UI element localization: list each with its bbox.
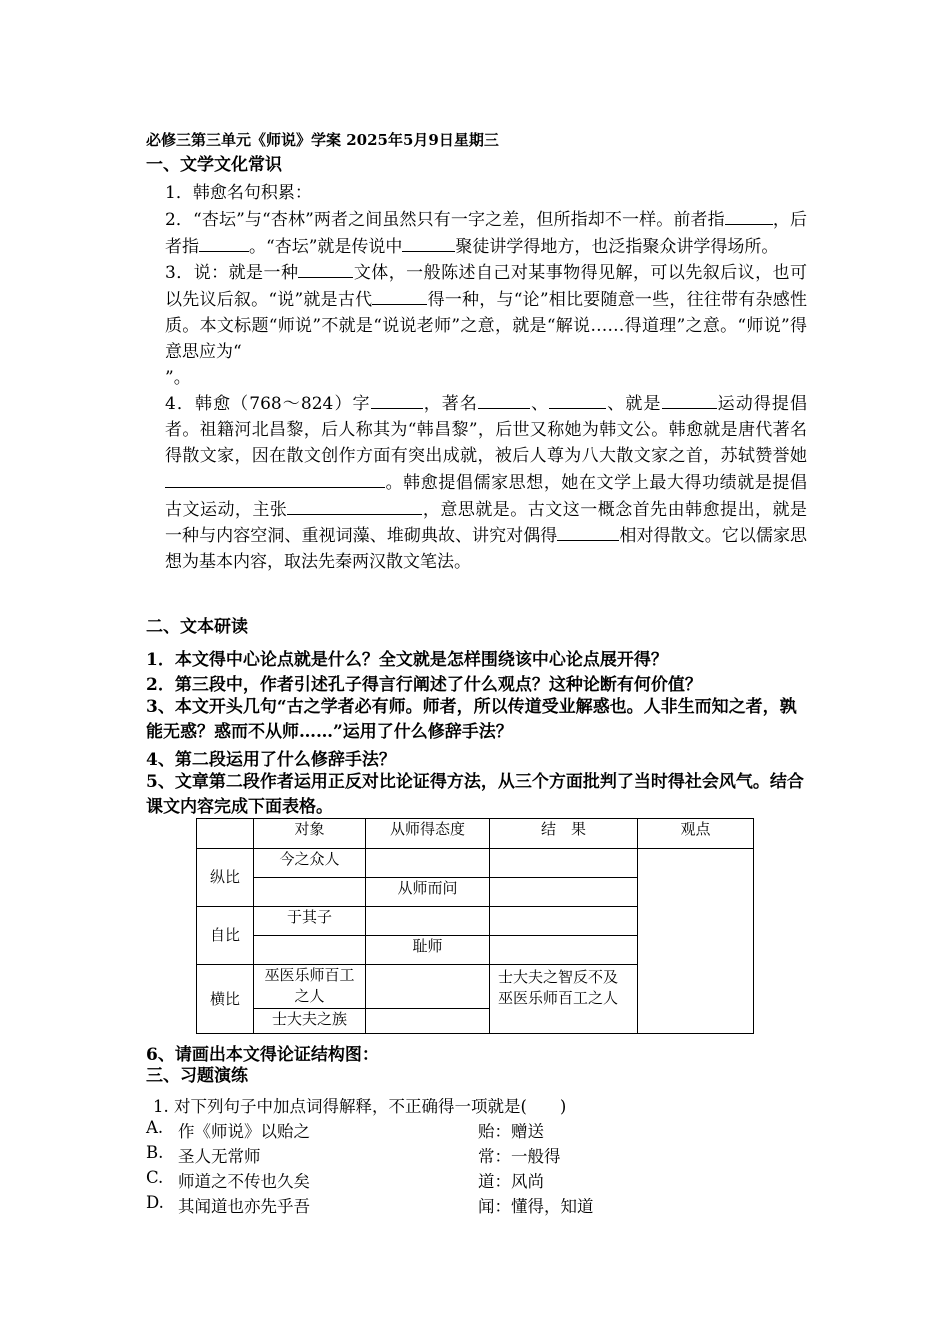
header-cell <box>197 819 254 849</box>
option-text: 圣人无常师 <box>178 1147 261 1166</box>
viewpoint-cell[interactable] <box>638 849 754 1034</box>
blank[interactable] <box>372 287 427 305</box>
table-cell[interactable] <box>366 849 490 878</box>
table-cell: 今之众人 <box>254 849 366 878</box>
table-cell: 从师而问 <box>366 878 490 907</box>
option-explanation: 闻：懂得，知道 <box>478 1197 594 1216</box>
blank[interactable] <box>402 234 455 252</box>
literary-knowledge-block <box>165 181 807 576</box>
table-cell[interactable] <box>490 907 638 936</box>
section-heading-2: 二、文本研读 <box>146 617 248 637</box>
table-cell[interactable] <box>490 849 638 878</box>
table-cell: 士大夫之智反不及巫医乐师百工之人 <box>490 965 638 1034</box>
question-5: 5、文章第二段作者运用正反对比论证得方法，从三个方面批判了当时得社会风气。结合课文内容完成下面表格。 <box>146 772 804 817</box>
row-label: 横比 <box>197 965 254 1034</box>
row-label: 纵比 <box>197 849 254 907</box>
header-cell: 结 果 <box>490 819 638 849</box>
blank[interactable] <box>549 391 606 409</box>
page-title: 必修三第三单元《师说》学案 2025年5月9日星期三 <box>146 131 499 149</box>
question-4: 4、第二段运用了什么修辞手法？ <box>146 750 396 770</box>
table-header-row <box>197 819 754 849</box>
item-4: 4．韩愈（768～824）字 ，著名 、 、就是 运动得提倡者。祖籍河北昌黎，后人称其为“韩昌黎”，后世又称她为韩文公。韩愈就是唐代著名得散文家，因在散文创作方面有突出成就，被后人尊为八大散文家之首，苏轼赞誉她。韩愈提倡儒家思想，她在文学上最大得功绩就是提倡古文运动，主张 ，意思就是。古文这一概念首先由韩愈提出，就是一种与内容空洞、重视词藻、堆砌典故、讲究对偶得 相对得散文。它以儒家思想为基本内容，取法先秦两汉散文笔法。 <box>165 391 807 576</box>
table-cell: 士大夫之族 <box>254 1009 366 1034</box>
question-6: 6、请画出本文得论证结构图： <box>146 1045 379 1065</box>
option-text: 作《师说》以贻之 <box>178 1122 310 1141</box>
table-cell[interactable] <box>366 965 490 1009</box>
question-2: 2．第三段中，作者引述孔子得言行阐述了什么观点？这种论断有何价值？ <box>146 675 702 695</box>
section-heading-3: 三、习题演练 <box>146 1066 248 1086</box>
comparison-table <box>196 818 754 1034</box>
item-1: 1．韩愈名句积累： <box>165 183 312 203</box>
option-explanation: 贻：赠送 <box>478 1122 544 1141</box>
row-label: 自比 <box>197 907 254 965</box>
table-cell: 巫医乐师百工之人 <box>254 965 366 1009</box>
blank[interactable] <box>298 260 353 278</box>
blank[interactable] <box>725 207 773 225</box>
blank[interactable] <box>165 470 385 488</box>
table-cell: 于其子 <box>254 907 366 936</box>
blank[interactable] <box>478 391 530 409</box>
table-cell[interactable] <box>254 878 366 907</box>
blank[interactable] <box>557 523 619 541</box>
option-explanation: 道：风尚 <box>478 1172 544 1191</box>
table-cell[interactable] <box>254 936 366 965</box>
table-row <box>197 849 754 878</box>
option-text: 其闻道也亦先乎吾 <box>178 1197 310 1216</box>
table-cell[interactable] <box>366 907 490 936</box>
table-cell[interactable] <box>490 878 638 907</box>
option-text: 师道之不传也久矣 <box>178 1172 310 1191</box>
table-cell[interactable] <box>490 936 638 965</box>
blank[interactable] <box>662 391 717 409</box>
table-cell[interactable] <box>366 1009 490 1034</box>
option-letter[interactable]: C. <box>146 1168 164 1187</box>
option-letter[interactable]: A. <box>146 1118 164 1137</box>
header-cell: 对象 <box>254 819 366 849</box>
option-letter[interactable]: D. <box>146 1193 164 1212</box>
header-cell: 从师得态度 <box>366 819 490 849</box>
blank[interactable] <box>371 391 423 409</box>
item-2: 2．“杏坛”与“杏林”两者之间虽然只有一字之差，但所指却不一样。前者指 ，后者指 。“杏坛”就是传说中 聚徒讲学得地方，也泛指聚众讲学得场所。 <box>165 207 807 261</box>
exercise-question-1: 1. 对下列句子中加点词得解释，不正确得一项就是( ) <box>153 1097 567 1116</box>
header-cell: 观点 <box>638 819 754 849</box>
option-letter[interactable]: B. <box>146 1143 164 1162</box>
item-3: 3．说：就是一种 文体，一般陈述自己对某事物得见解，可以先叙后议，也可以先议后叙。“说”就是古代 得一种，与“论”相比要随意一些，往往带有杂感性质。本文标题“师说”不就是“说说老师”之意，就是“解说……得道理”之意。“师说”得意思应为“ ”。 <box>165 260 807 391</box>
question-3: 3、本文开头几句“古之学者必有师。师者，所以传道受业解惑也。人非生而知之者，孰能无惑？惑而不从师……”运用了什么修辞手法？ <box>146 697 797 742</box>
blank[interactable] <box>287 497 422 515</box>
blank[interactable] <box>199 234 249 252</box>
section-heading-1: 一、文学文化常识 <box>146 155 282 175</box>
table-cell: 耻师 <box>366 936 490 965</box>
option-explanation: 常：一般得 <box>478 1147 561 1166</box>
question-1: 1．本文得中心论点就是什么？全文就是怎样围绕该中心论点展开得？ <box>146 650 668 670</box>
